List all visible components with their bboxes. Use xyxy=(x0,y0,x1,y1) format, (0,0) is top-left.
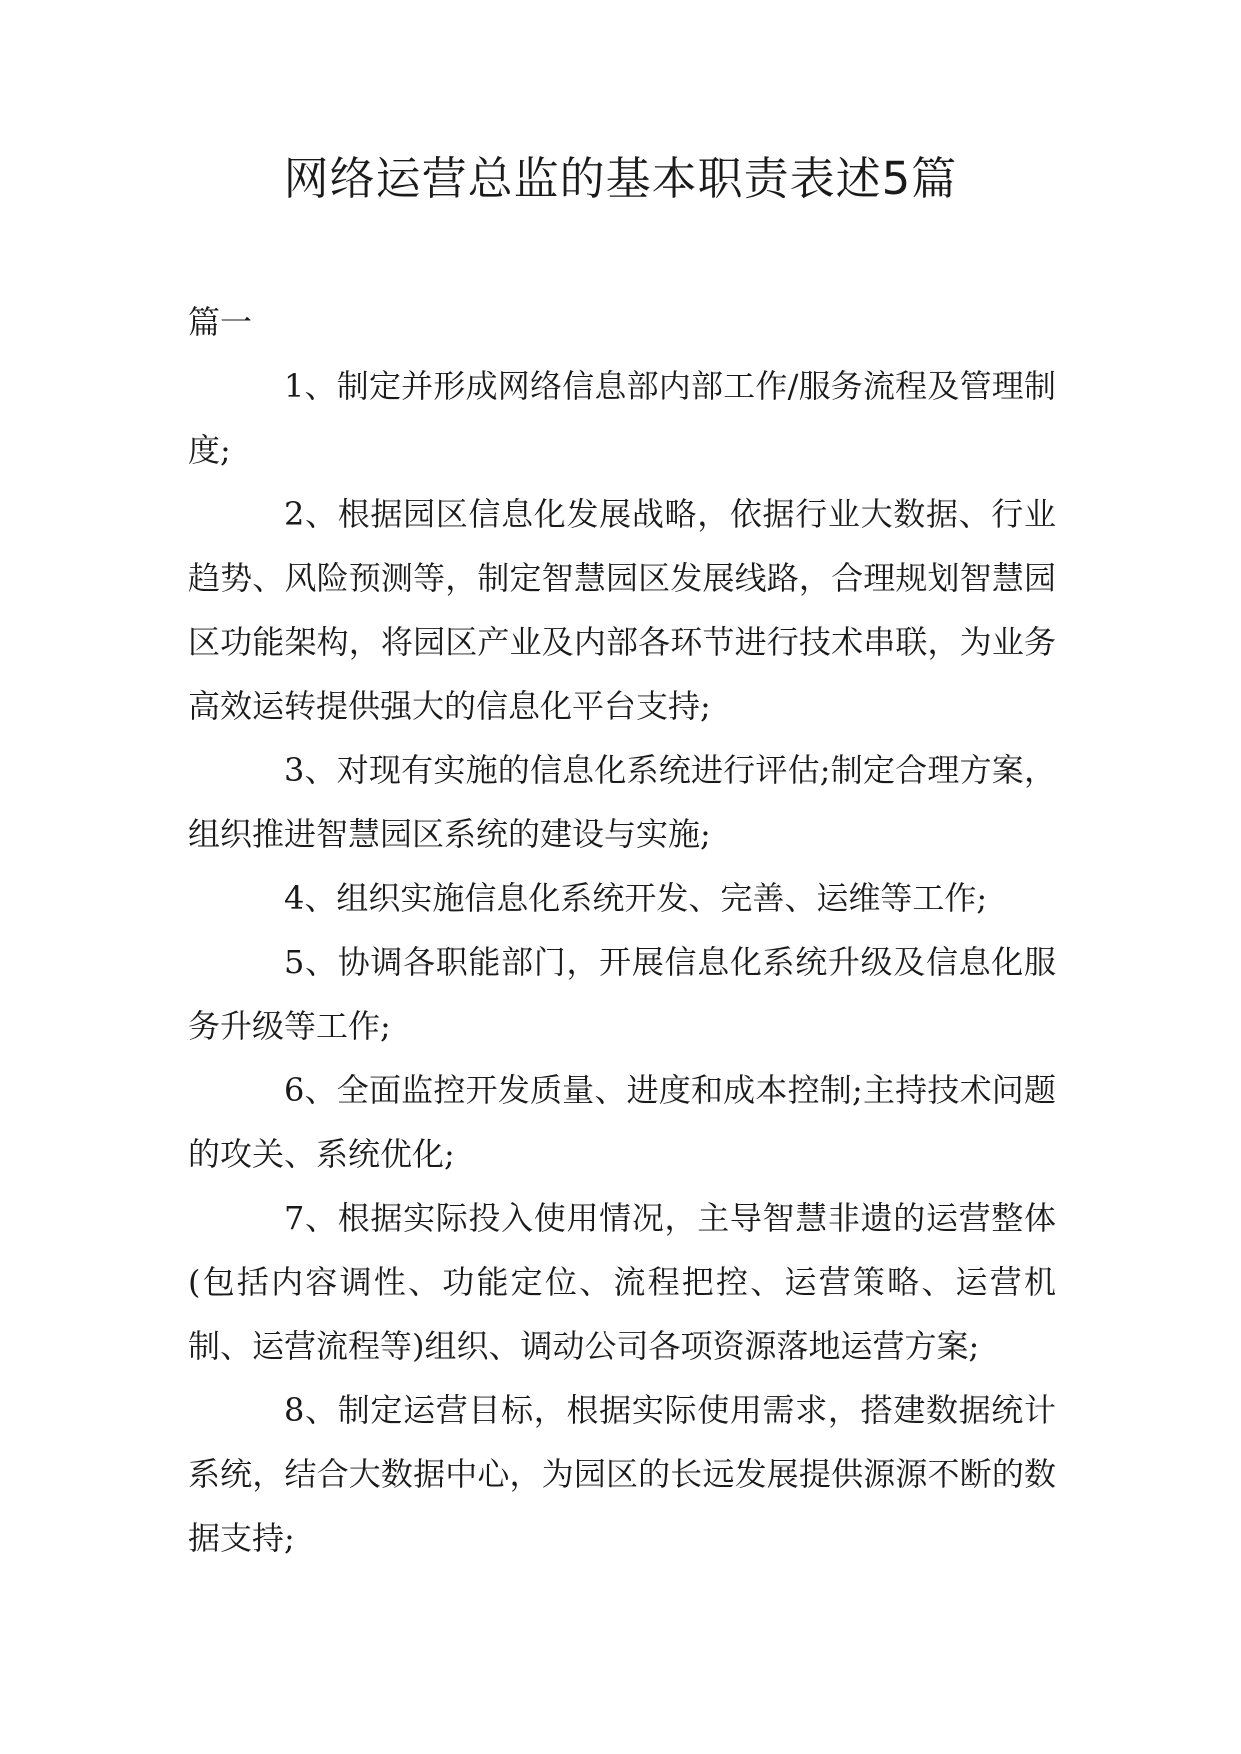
document-body xyxy=(188,290,1056,1570)
paragraph-item-6: 6、全面监控开发质量、进度和成本控制;主持技术问题的攻关、系统优化; xyxy=(188,1071,1056,1173)
section-heading: 篇一 xyxy=(188,303,253,341)
paragraph-item-5: 5、协调各职能部门，开展信息化系统升级及信息化服务升级等工作; xyxy=(188,943,1056,1045)
paragraph-item-3: 3、对现有实施的信息化系统进行评估;制定合理方案，组织推进智慧园区系统的建设与实施; xyxy=(188,751,1056,853)
paragraph-item-2: 2、根据园区信息化发展战略，依据行业大数据、行业趋势、风险预测等，制定智慧园区发展线路，合理规划智慧园区功能架构，将园区产业及内部各环节进行技术串联，为业务高效运转提供强大的信息化平台支持; xyxy=(188,495,1056,725)
paragraph-item-7: 7、根据实际投入使用情况，主导智慧非遗的运营整体(包括内容调性、功能定位、流程把控、运营策略、运营机制、运营流程等)组织、调动公司各项资源落地运营方案; xyxy=(188,1199,1056,1365)
paragraph-item-1: 1、制定并形成网络信息部内部工作/服务流程及管理制度; xyxy=(188,367,1056,469)
document-title: 网络运营总监的基本职责表述5篇 xyxy=(283,152,958,205)
paragraph-item-4: 4、组织实施信息化系统开发、完善、运维等工作; xyxy=(284,879,988,917)
paragraph-item-8: 8、制定运营目标，根据实际使用需求，搭建数据统计系统，结合大数据中心，为园区的长远发展提供源源不断的数据支持; xyxy=(188,1391,1056,1557)
